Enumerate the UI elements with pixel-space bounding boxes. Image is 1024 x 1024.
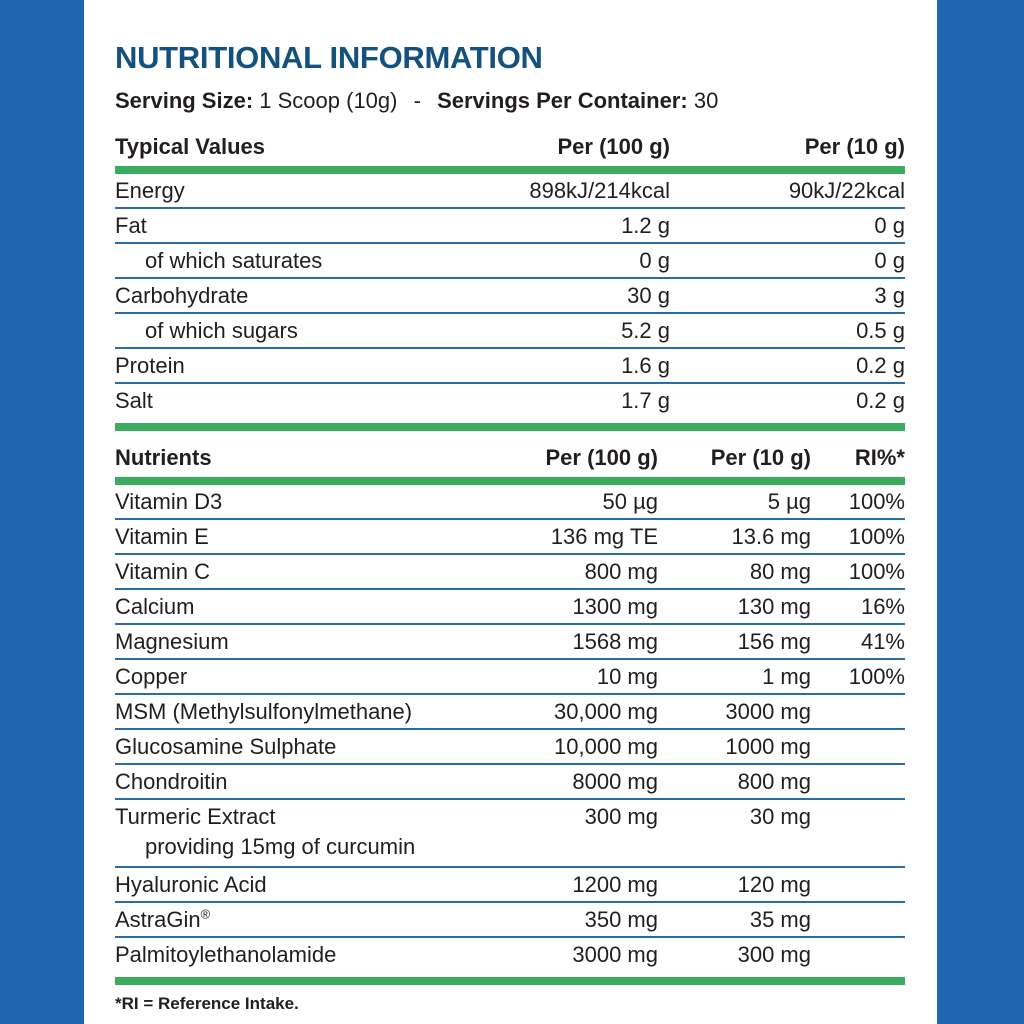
row-per100-value: 1568 mg (572, 629, 658, 654)
row-per100-value: 800 mg (584, 559, 658, 584)
table-row (115, 520, 905, 555)
row-per10-value: 0 g (874, 248, 905, 273)
per-100g-heading: Per (100 g) (557, 134, 670, 159)
nutrition-label (115, 0, 905, 1015)
table-row (115, 695, 905, 730)
row-per100-value: 1.6 g (621, 353, 670, 378)
row-ri-value (811, 868, 905, 901)
row-ri-value (811, 765, 905, 798)
ri-percent-heading: RI%* (854, 445, 905, 470)
serving-size-label: Serving Size: (115, 88, 254, 113)
page-title: NUTRITIONAL INFORMATION (115, 40, 543, 75)
row-per10-value: 35 mg (749, 907, 811, 932)
typical-values-table (115, 174, 905, 417)
table-row (115, 590, 905, 625)
row-per100-value: 350 mg (584, 907, 658, 932)
row-per10-value: 156 mg (737, 629, 811, 654)
reference-intake-footnote: *RI = Reference Intake. (115, 994, 299, 1013)
row-ri-value: 100% (848, 524, 905, 549)
per-10g-heading: Per (10 g) (804, 134, 905, 159)
row-ri-value: 41% (860, 629, 905, 654)
row-label: Vitamin D3 (115, 489, 223, 514)
row-per100-value: 1.2 g (621, 213, 670, 238)
table-row (115, 625, 905, 660)
row-ri-value (811, 730, 905, 763)
row-per10-value: 0 g (874, 213, 905, 238)
row-label: Hyaluronic Acid (115, 872, 267, 897)
servings-per-container-value: 30 (693, 88, 719, 113)
row-label: Turmeric Extract providing 15mg of curcumin (115, 800, 478, 866)
row-per100-value: 136 mg TE (550, 524, 658, 549)
row-per100-value: 10 mg (596, 664, 658, 689)
green-divider (115, 977, 905, 985)
per-100g-heading: Per (100 g) (545, 445, 658, 470)
row-per100-value: 10,000 mg (554, 734, 658, 759)
row-label: Copper (115, 664, 188, 689)
row-ri-value: 16% (860, 594, 905, 619)
row-label: of which sugars (145, 318, 298, 343)
row-per10-value: 0.2 g (856, 353, 905, 378)
row-ri-value: 100% (848, 664, 905, 689)
right-border-panel (937, 0, 1024, 1024)
row-label: Protein (115, 353, 185, 378)
row-label: Carbohydrate (115, 283, 249, 308)
row-per10-value: 0.5 g (856, 318, 905, 343)
table-row (115, 314, 905, 349)
registered-mark: ® (200, 906, 211, 922)
row-per10-value: 30 mg (749, 804, 811, 829)
row-ri-value (811, 938, 905, 971)
table-row (115, 938, 905, 971)
row-label: Vitamin C (115, 559, 210, 584)
row-per100-value: 8000 mg (572, 769, 658, 794)
serving-separator: - (413, 88, 421, 113)
table-row (115, 349, 905, 384)
table-row (115, 730, 905, 765)
row-per100-value: 898kJ/214kcal (529, 178, 670, 203)
row-ri-value: 100% (848, 489, 905, 514)
row-label: Glucosamine Sulphate (115, 734, 337, 759)
table-row (115, 660, 905, 695)
row-per10-value: 130 mg (737, 594, 811, 619)
row-label: Fat (115, 213, 147, 238)
row-per10-value: 13.6 mg (731, 524, 811, 549)
row-per100-value: 30 g (627, 283, 670, 308)
row-per10-value: 1000 mg (725, 734, 811, 759)
row-per100-value: 30,000 mg (554, 699, 658, 724)
row-per10-value: 90kJ/22kcal (788, 178, 905, 203)
row-per100-value: 300 mg (584, 804, 658, 829)
row-sub-note: providing 15mg of curcumin (145, 834, 416, 859)
row-per100-value: 1200 mg (572, 872, 658, 897)
row-per100-value: 5.2 g (621, 318, 670, 343)
nutrients-header-row (115, 445, 905, 471)
servings-per-container-label: Servings Per Container: (437, 88, 688, 113)
table-row (115, 279, 905, 314)
table-row (115, 555, 905, 590)
row-per10-value: 0.2 g (856, 388, 905, 413)
table-row (115, 903, 905, 938)
row-per100-value: 50 µg (602, 489, 658, 514)
row-per10-value: 300 mg (737, 942, 811, 967)
row-label: Salt (115, 388, 153, 413)
row-per100-value: 1.7 g (621, 388, 670, 413)
row-per100-value: 1300 mg (572, 594, 658, 619)
row-ri-value (811, 903, 905, 936)
row-label: Vitamin E (115, 524, 209, 549)
row-ri-value (811, 695, 905, 728)
nutrients-table (115, 485, 905, 971)
row-label: Magnesium (115, 629, 229, 654)
table-row (115, 209, 905, 244)
typical-values-header-row (115, 134, 905, 160)
row-per100-value: 3000 mg (572, 942, 658, 967)
row-label: Energy (115, 178, 185, 203)
row-per100-value: 0 g (639, 248, 670, 273)
row-label: MSM (Methylsulfonylmethane) (115, 699, 413, 724)
table-row (115, 800, 905, 868)
table-row (115, 765, 905, 800)
table-row (115, 485, 905, 520)
row-label: of which saturates (145, 248, 323, 273)
row-ri-value (811, 800, 905, 866)
green-divider (115, 166, 905, 174)
row-label: Chondroitin (115, 769, 228, 794)
row-per10-value: 5 µg (767, 489, 811, 514)
green-divider (115, 423, 905, 431)
row-ri-value: 100% (848, 559, 905, 584)
row-label: Palmitoylethanolamide (115, 942, 337, 967)
nutrients-heading: Nutrients (115, 445, 212, 470)
serving-info-line (115, 88, 905, 114)
green-divider (115, 477, 905, 485)
table-row (115, 174, 905, 209)
table-row (115, 868, 905, 903)
row-per10-value: 80 mg (749, 559, 811, 584)
row-per10-value: 800 mg (737, 769, 811, 794)
row-per10-value: 120 mg (737, 872, 811, 897)
table-row (115, 244, 905, 279)
row-per10-value: 1 mg (762, 664, 811, 689)
row-per10-value: 3000 mg (725, 699, 811, 724)
table-row (115, 384, 905, 417)
serving-size-value: 1 Scoop (10g) (259, 88, 398, 113)
row-per10-value: 3 g (874, 283, 905, 308)
per-10g-heading: Per (10 g) (710, 445, 811, 470)
typical-values-heading: Typical Values (115, 134, 266, 159)
row-label: AstraGin® (115, 906, 211, 932)
row-label: Calcium (115, 594, 195, 619)
left-border-panel (0, 0, 84, 1024)
